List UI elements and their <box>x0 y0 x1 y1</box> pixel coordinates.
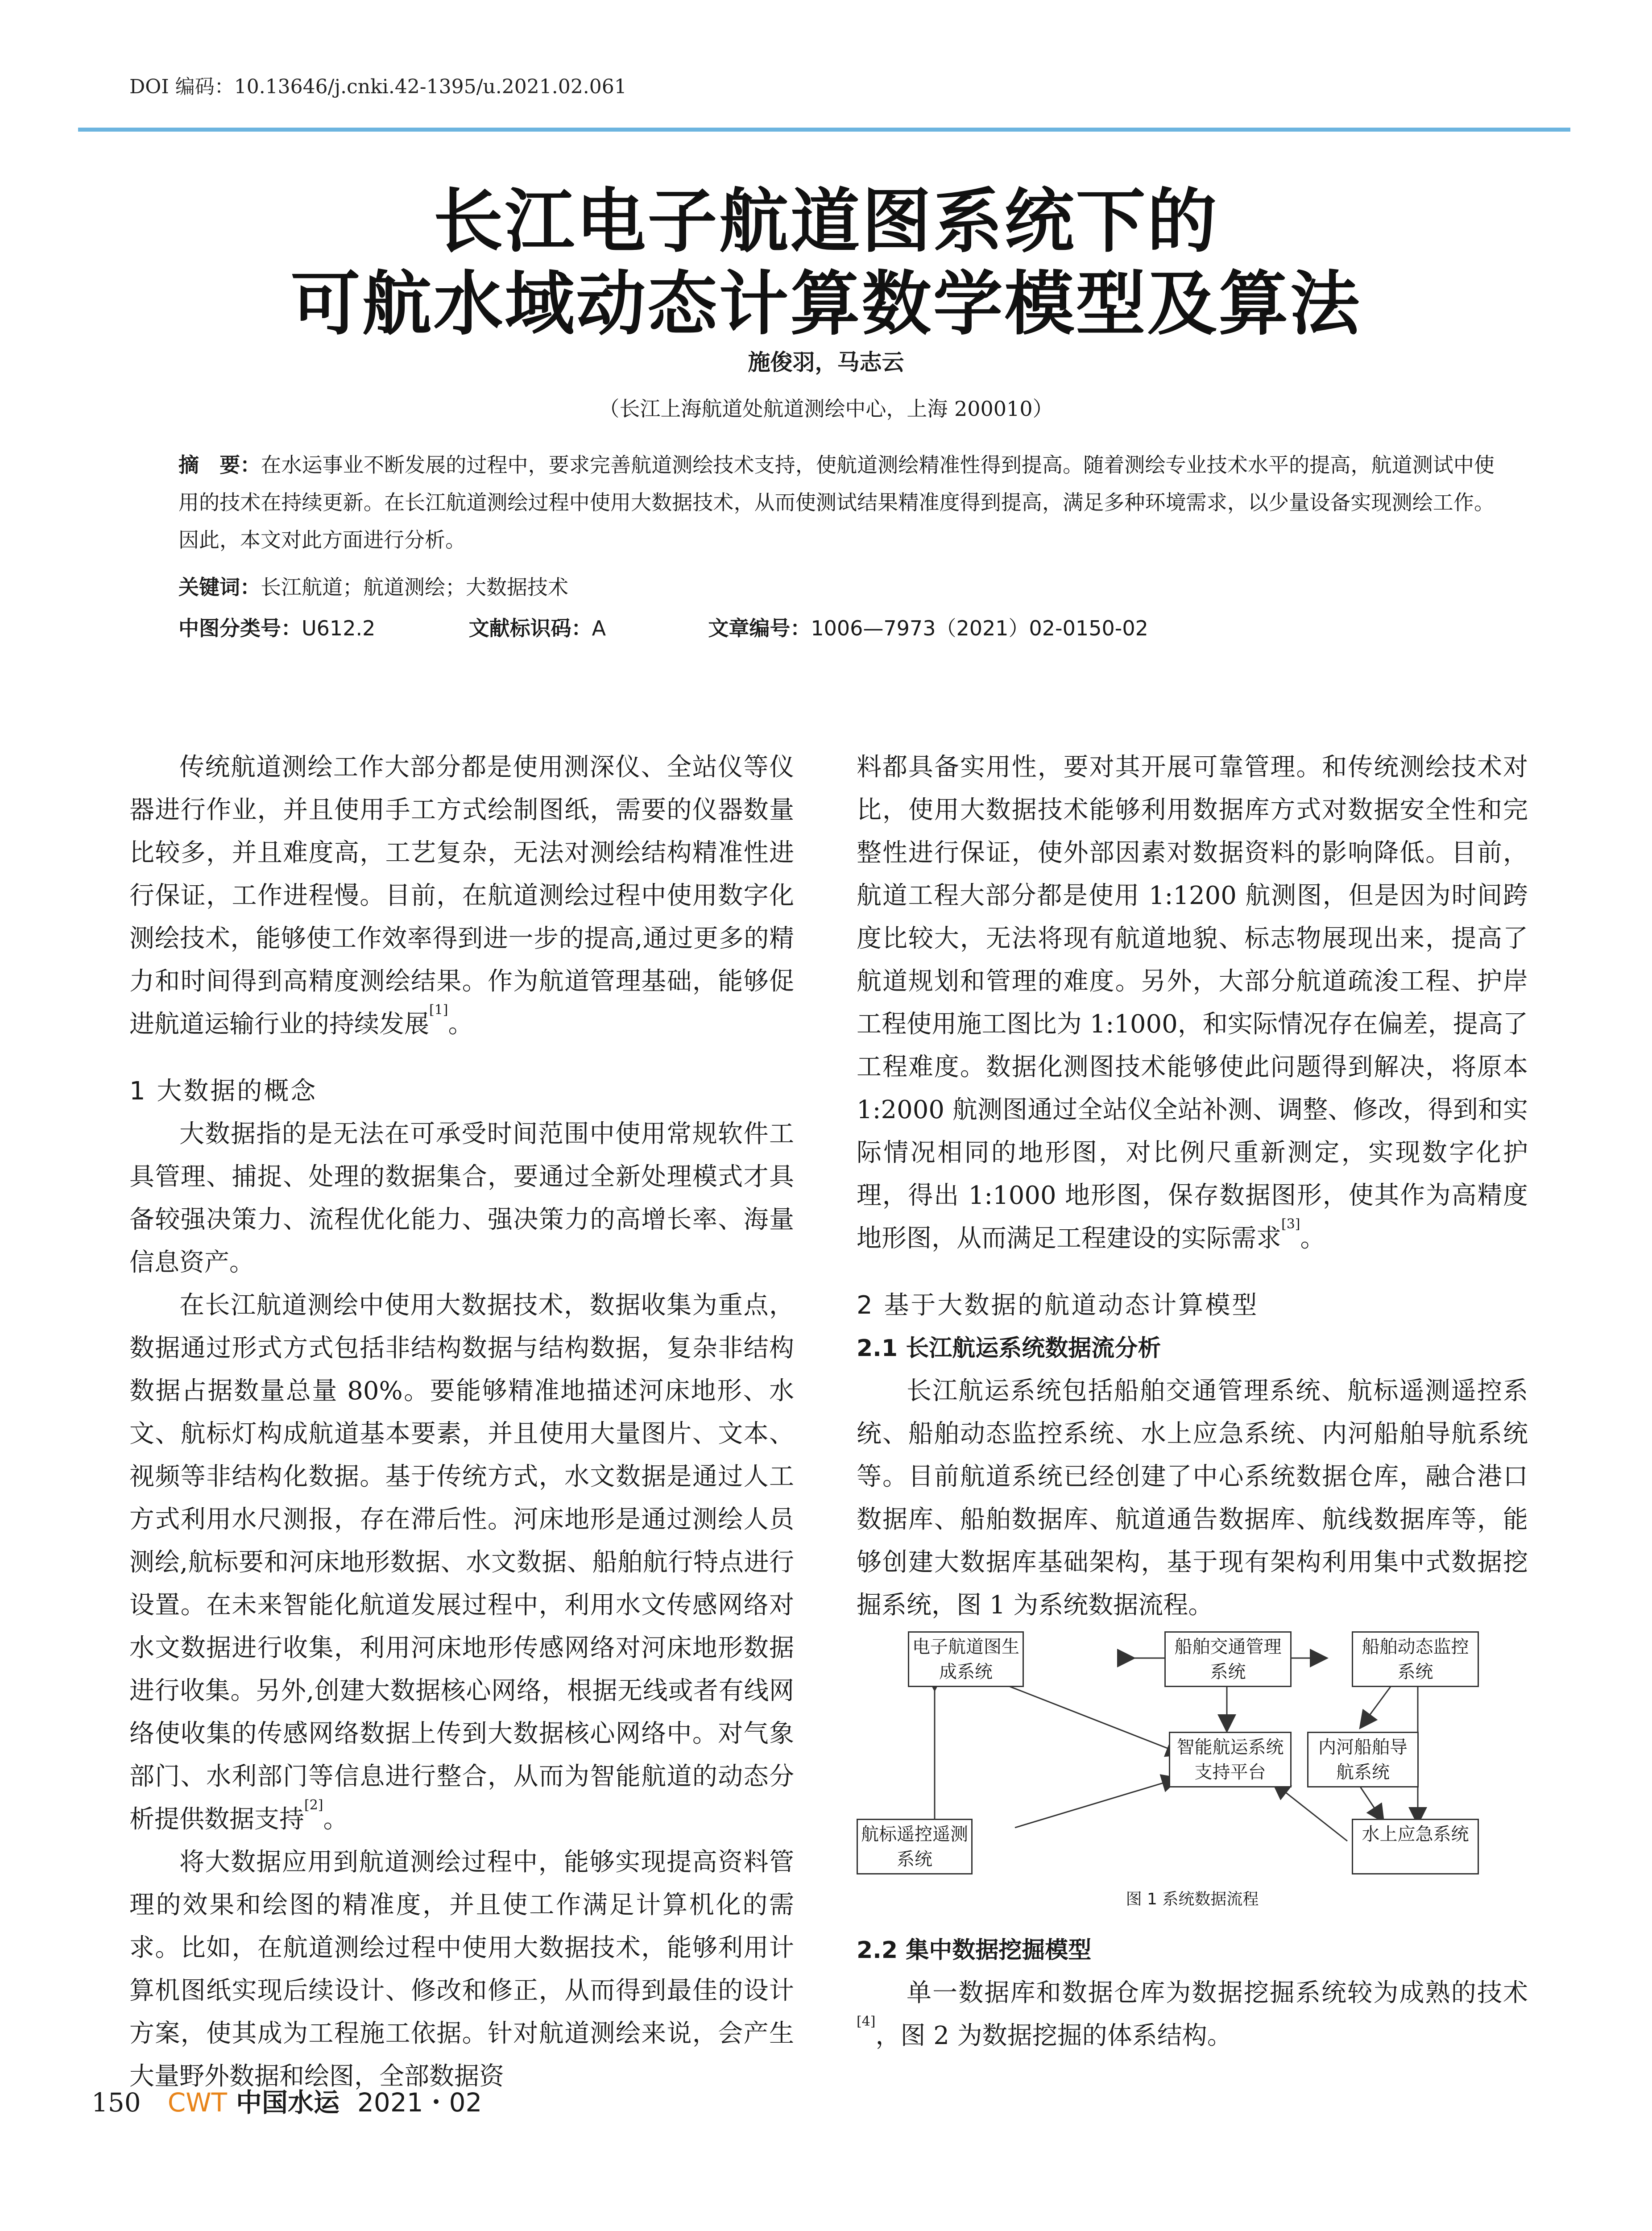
page-number: 150 <box>91 2087 141 2118</box>
article-number-value: 1006—7973（2021）02-0150-02 <box>811 616 1148 640</box>
paragraph: 料都具备实用性，要对其开展可靠管理。和传统测绘技术对比，使用大数据技术能够利用数据库方式对数据安全性和完整性进行保证，使外部因素对数据资料的影响降低。目前，航道工程大部分都是使用 1:1200 航测图，但是因为时间跨度比较大，无法将现有航道地貌、标志物展现出来，提高了航道规划和管理的难度。另外，大部分航道疏浚工程、护岸工程使用施工图比为 1:1000，和实际情况存在偏差，提高了工程难度。数据化测图技术能够使此问题得到解决，将原本 1:2000 航测图通过全站仪全站补测、调整、修改，得到和实际情况相同的地形图，对比例尺重新测定，实现数字化护理，得出 1:1000 地形图，保存数据图形，使其作为高精度地形图，从而满足工程建设的实际需求[3]。 <box>857 753 1528 1253</box>
journal-name: 中国水运 <box>236 2087 340 2118</box>
article-number-label: 文章编号： <box>708 616 811 640</box>
authors: 施俊羽，马志云 <box>748 349 904 375</box>
node-platform: 智能航运系统支持平台 <box>1169 1732 1292 1787</box>
paragraph: 长江航运系统包括船舶交通管理系统、航标遥测遥控系统、船舶动态监控系统、水上应急系统、内河船舶导航系统等。目前航道系统已经创建了中心系统数据仓库，融合港口数据库、船舶数据库、航道通告数据库、航线数据库等，能够创建大数据库基础架构，基于现有架构利用集中式数据挖掘系统，图 1 为系统数据流程。 <box>857 1377 1528 1620</box>
keywords <box>178 571 568 601</box>
keywords-label: 关键词： <box>178 575 261 599</box>
paragraph: 将大数据应用到航道测绘过程中，能够实现提高资料管理的效果和绘图的精准度，并且使工作满足计算机化的需求。比如，在航道测绘过程中使用大数据技术，能够利用计算机图纸实现后续设计、修改和修正，从而得到最佳的设计方案，使其成为工程施工依据。针对航道测绘来说，会产生大量野外数据和绘图，全部数据资 <box>129 1848 794 2091</box>
doc-code-label: 文献标识码： <box>468 616 592 640</box>
left-column <box>129 746 794 2098</box>
classification-line <box>178 612 1148 642</box>
title-line-1: 长江电子航道图系统下的 <box>433 180 1219 262</box>
journal-issue: 2021・02 <box>357 2087 482 2118</box>
doi-line: DOI 编码：10.13646/j.cnki.42-1395/u.2021.02.061 <box>129 75 627 98</box>
paragraph: 传统航道测绘工作大部分都是使用测深仪、全站仪等仪器进行作业，并且使用手工方式绘制图纸，需要的仪器数量比较多，并且难度高，工艺复杂，无法对测绘结构精准性进行保证，工作进程慢。目前，在航道测绘过程中使用数字化测绘技术，能够使工作效率得到进一步的提高,通过更多的精力和时间得到高精度测绘结果。作为航道管理基础，能够促进航道运输行业的持续发展[1]。 <box>129 753 794 1039</box>
right-column <box>857 746 1528 2057</box>
clc-label: 中图分类号： <box>178 616 302 640</box>
paragraph: 单一数据库和数据仓库为数据挖掘系统较为成熟的技术[4]，图 2 为数据挖掘的体系结构。 <box>857 1978 1528 2050</box>
abstract-label: 摘 要： <box>178 453 261 477</box>
node-aton-telemetry: 航标遥控遥测系统 <box>857 1819 973 1874</box>
node-vessel-monitoring: 船舶动态监控系统 <box>1352 1631 1479 1687</box>
header-rule <box>78 128 1570 132</box>
citation: [1] <box>429 1002 448 1018</box>
node-inland-navigation: 内河船舶导航系统 <box>1307 1732 1419 1787</box>
citation: [2] <box>304 1797 323 1813</box>
paragraph: 在长江航道测绘中使用大数据技术，数据收集为重点，数据通过形式方式包括非结构数据与结构数据，复杂非结构数据占据数量总量 80%。要能够精准地描述河床地形、水文、航标灯构成航道基本要素，并且使用大量图片、文本、视频等非结构化数据。基于传统方式，水文数据是通过人工方式利用水尺测报，存在滞后性。河床地形是通过测绘人员测绘,航标要和河床地形数据、水文数据、船舶航行特点进行设置。在未来智能化航道发展过程中，利用水文传感网络对水文数据进行收集，利用河床地形传感网络对河床地形数据进行收集。另外,创建大数据核心网络，根据无线或者有线网络使收集的传感网络数据上传到大数据核心网络中。对气象部门、水利部门等信息进行整合，从而为智能航道的动态分析提供数据支持[2]。 <box>129 1291 794 1834</box>
abstract <box>178 446 1495 559</box>
paragraph: 大数据指的是无法在可承受时间范围中使用常规软件工具管理、捕捉、处理的数据集合，要通过全新处理模式才具备较强决策力、流程优化能力、强决策力的高增长率、海量信息资产。 <box>129 1120 794 1277</box>
affiliation: （长江上海航道处航道测绘中心，上海 200010） <box>599 397 1053 421</box>
figure-caption: 图 1 系统数据流程 <box>1126 1890 1259 1908</box>
citation: [4] <box>857 2014 876 2029</box>
section-heading-1: 1 大数据的概念 <box>129 1077 318 1106</box>
node-vts: 船舶交通管理系统 <box>1164 1631 1292 1687</box>
node-emergency: 水上应急系统 <box>1352 1819 1479 1874</box>
citation: [3] <box>1281 1216 1300 1232</box>
abstract-text: 在水运事业不断发展的过程中，要求完善航道测绘技术支持，使航道测绘精准性得到提高。随着测绘专业技术水平的提高，航道测试中使用的技术在持续更新。在长江航道测绘过程中使用大数据技术，从而使测试结果精准度得到提高，满足多种环境需求，以少量设备实现测绘工作。因此，本文对此方面进行分析。 <box>178 453 1495 552</box>
subsection-heading-2-2: 2.2 集中数据挖掘模型 <box>857 1937 1092 1964</box>
node-enc-generation: 电子航道图生成系统 <box>908 1631 1024 1687</box>
clc-value: U612.2 <box>302 616 376 640</box>
journal-abbrev: CWT <box>167 2087 227 2118</box>
section-heading-2: 2 基于大数据的航道动态计算模型 <box>857 1291 1259 1320</box>
page-footer <box>91 2082 482 2119</box>
title-line-2: 可航水域动态计算数学模型及算法 <box>290 263 1362 344</box>
figure-1-flowchart <box>857 1631 1528 1874</box>
doc-code-value: A <box>592 616 606 640</box>
subsection-heading-2-1: 2.1 长江航运系统数据流分析 <box>857 1335 1161 1362</box>
keywords-text: 长江航道；航道测绘；大数据技术 <box>261 575 568 599</box>
